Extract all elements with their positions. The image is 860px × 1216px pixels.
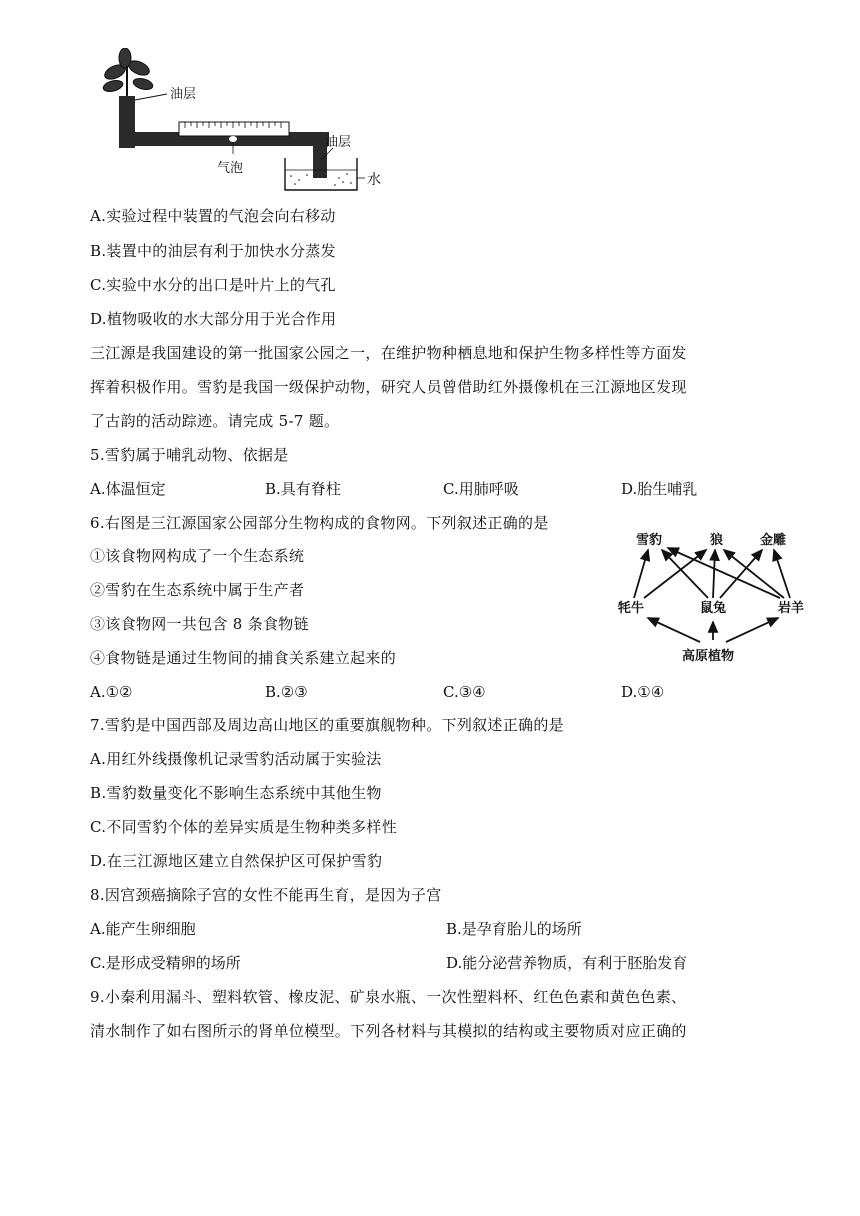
passage-line-2: 挥着积极作用。雪豹是我国一级保护动物，研究人员曾借助红外摄像机在三江源地区发现 <box>90 378 687 396</box>
q4-option-b: B.装置中的油层有利于加快水分蒸发 <box>90 242 336 260</box>
q5-option-c: C.用肺呼吸 <box>443 480 519 498</box>
node-yak: 牦牛 <box>618 601 645 616</box>
q6-statement-1: ①该食物网构成了一个生态系统 <box>90 547 305 565</box>
node-pika: 鼠兔 <box>700 601 727 616</box>
label-water: 水 <box>367 172 381 188</box>
label-oil-layer-top: 油层 <box>170 87 197 102</box>
node-golden-eagle: 金雕 <box>760 533 787 548</box>
q8-option-b: B.是孕育胎儿的场所 <box>446 920 582 938</box>
q6-stem: 6.右图是三江源国家公园部分生物构成的食物网。下列叙述正确的是 <box>90 514 549 532</box>
air-bubble <box>229 136 237 142</box>
node-plateau-plants: 高原植物 <box>682 649 735 664</box>
node-blue-sheep: 岩羊 <box>778 601 805 616</box>
q8-option-a: A.能产生卵细胞 <box>90 920 196 938</box>
q6-option-b: B.②③ <box>265 683 308 701</box>
q6-statement-3: ③该食物网一共包含 8 条食物链 <box>90 615 309 633</box>
q8-option-c: C.是形成受精卵的场所 <box>90 954 241 972</box>
q6-option-c: C.③④ <box>443 683 486 701</box>
scale-ruler <box>179 122 289 136</box>
node-snow-leopard: 雪豹 <box>636 533 663 548</box>
passage-line-1: 三江源是我国建设的第一批国家公园之一，在维护物种栖息地和保护生物多样性等方面发 <box>90 344 687 362</box>
q4-option-c: C.实验中水分的出口是叶片上的气孔 <box>90 276 336 294</box>
q7-option-b: B.雪豹数量变化不影响生态系统中其他生物 <box>90 784 382 802</box>
label-oil-layer-right: 油层 <box>325 135 352 150</box>
transpiration-apparatus-figure <box>95 48 395 198</box>
food-web-diagram <box>610 522 815 672</box>
q6-option-a: A.①② <box>90 683 133 701</box>
q4-option-d: D.植物吸收的水大部分用于光合作用 <box>90 310 337 328</box>
q4-option-a: A.实验过程中装置的气泡会向右移动 <box>90 207 336 225</box>
q5-option-a: A.体温恒定 <box>90 480 166 498</box>
food-web-arrows <box>634 548 790 642</box>
q8-option-d: D.能分泌营养物质，有利于胚胎发育 <box>446 954 688 972</box>
q8-stem: 8.因宫颈癌摘除子宫的女性不能再生育，是因为子宫 <box>90 886 442 904</box>
q9-stem-line-1: 9.小秦利用漏斗、塑料软管、橡皮泥、矿泉水瓶、一次性塑料杯、红色色素和黄色色素、 <box>90 988 687 1006</box>
q7-option-a: A.用红外线摄像机记录雪豹活动属于实验法 <box>90 750 382 768</box>
q7-option-c: C.不同雪豹个体的差异实质是生物种类多样性 <box>90 818 398 836</box>
q6-statement-4: ④食物链是通过生物间的捕食关系建立起来的 <box>90 649 397 667</box>
passage-line-3: 了古韵的活动踪迹。请完成 5-7 题。 <box>90 412 340 430</box>
q9-stem-line-2: 清水制作了如右图所示的肾单位模型。下列各材料与其模拟的结构或主要物质对应正确的 <box>90 1022 687 1040</box>
q5-option-d: D.胎生哺乳 <box>621 480 698 498</box>
q7-stem: 7.雪豹是中国西部及周边高山地区的重要旗舰物种。下列叙述正确的是 <box>90 716 564 734</box>
q5-option-b: B.具有脊柱 <box>265 480 341 498</box>
node-wolf: 狼 <box>710 533 724 548</box>
plant-icon <box>102 48 154 98</box>
label-bubble: 气泡 <box>217 161 244 176</box>
q5-stem: 5.雪豹属于哺乳动物、依据是 <box>90 446 289 464</box>
q6-option-d: D.①④ <box>621 683 665 701</box>
q6-statement-2: ②雪豹在生态系统中属于生产者 <box>90 581 305 599</box>
q7-option-d: D.在三江源地区建立自然保护区可保护雪豹 <box>90 852 383 870</box>
